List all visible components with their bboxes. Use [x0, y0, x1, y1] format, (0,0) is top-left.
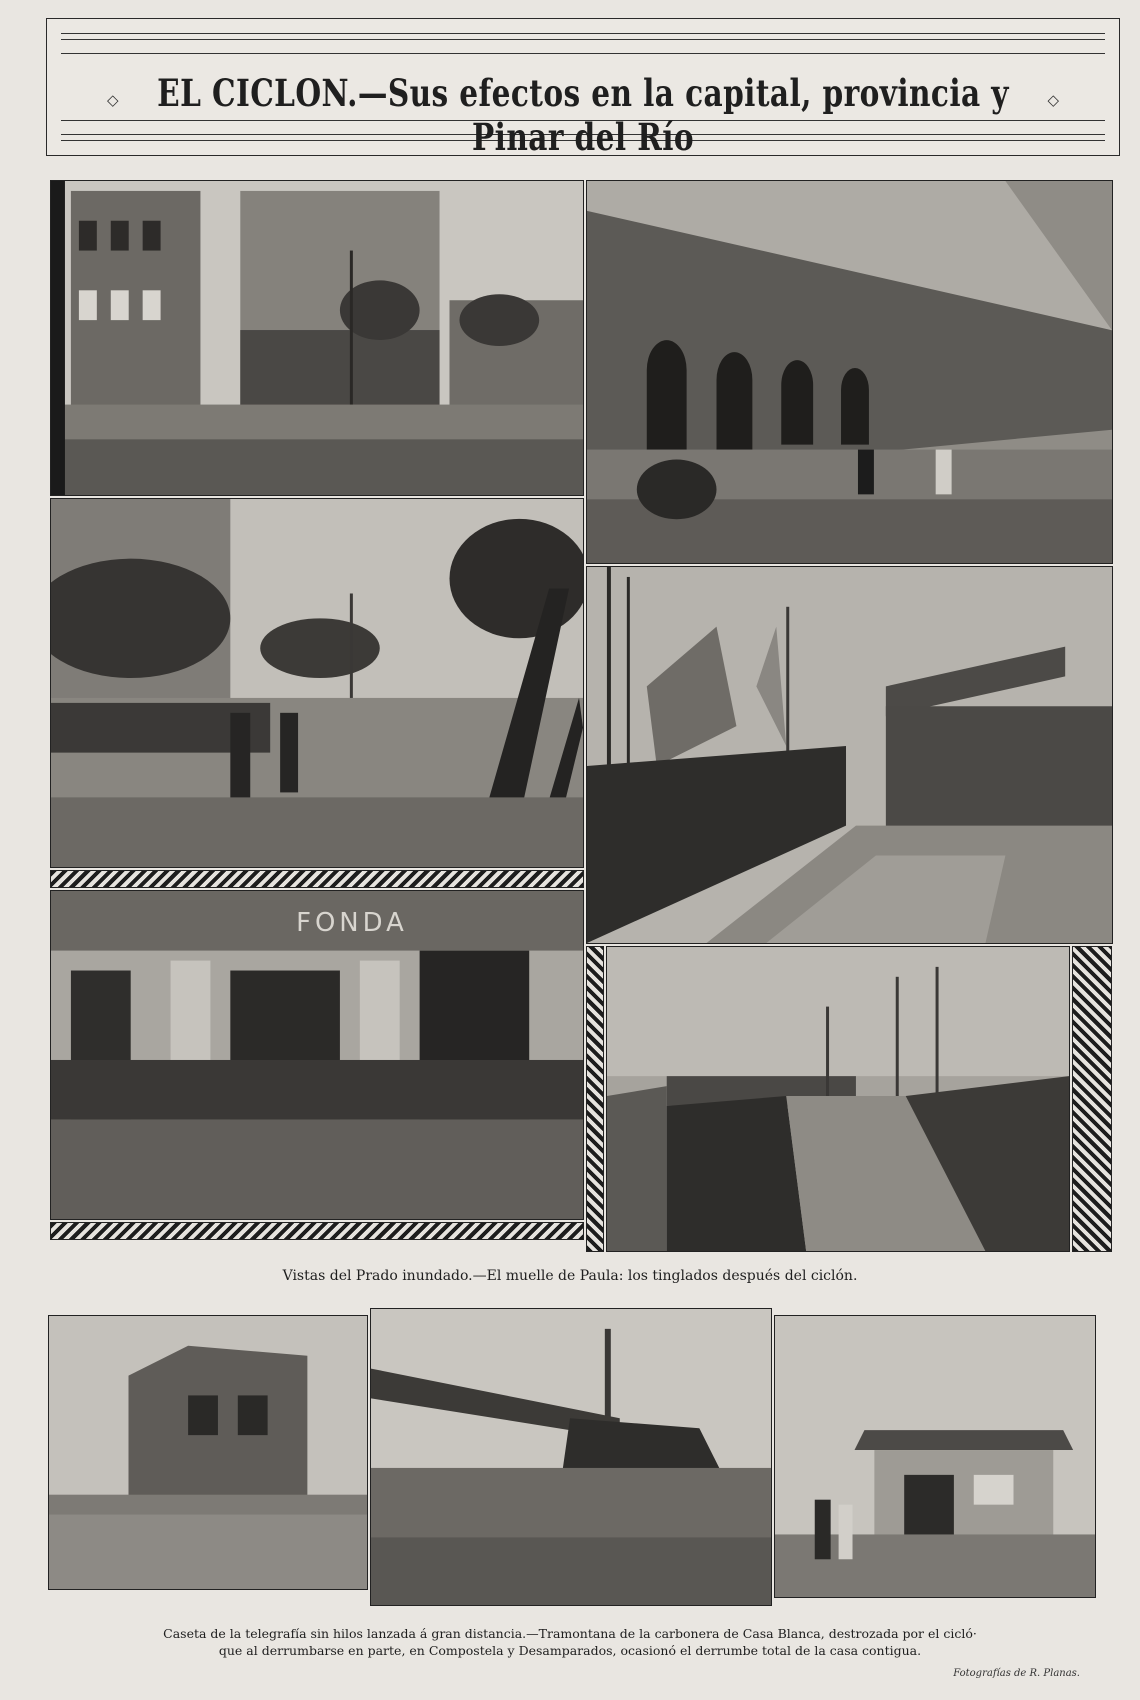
photo-arcade-street-flooded [586, 180, 1113, 564]
ornamental-band-left [586, 946, 604, 1252]
photo-prado-flooded-buildings [50, 180, 584, 496]
photo-tinglados-after-cyclone [606, 946, 1070, 1252]
fonda-sign: FONDA [296, 907, 408, 938]
photo-carbonera-casa-blanca [370, 1308, 772, 1606]
ornamental-band-bottom [50, 1222, 584, 1240]
caption-bottom-line2: que al derrumbarse en parte, en Compostela y Desamparados, ocasionó el derrumbe total de la casa contigua. [218, 1643, 922, 1658]
ornamental-band-right [1072, 946, 1112, 1252]
photo-telegraph-hut [48, 1315, 368, 1590]
photo-prado-crowd [50, 498, 584, 868]
caption-bottom-line1: Caseta de la telegrafía sin hilos lanzada á gran distancia.—Tramontana de la carbonera de Casa Blanca, destrozada por el cicló· [163, 1626, 977, 1641]
ornamental-band-top [50, 870, 584, 888]
photo-fonda-flooded [50, 890, 584, 1220]
photo-collapsed-house [774, 1315, 1096, 1598]
photo-muelle-paula-ships [586, 566, 1113, 944]
ornament-right-icon: ◇ [1047, 91, 1059, 109]
caption-top: Vistas del Prado inundado.—El muelle de Paula: los tinglados después del ciclón. [282, 1268, 858, 1284]
photo-credit: Fotografías de R. Planas. [953, 1668, 1080, 1679]
title-banner [46, 18, 1120, 159]
ornament-left-icon: ◇ [107, 91, 119, 109]
page-title: EL CICLON.—Sus efectos en la capital, provincia y Pinar del Río [157, 71, 1009, 159]
